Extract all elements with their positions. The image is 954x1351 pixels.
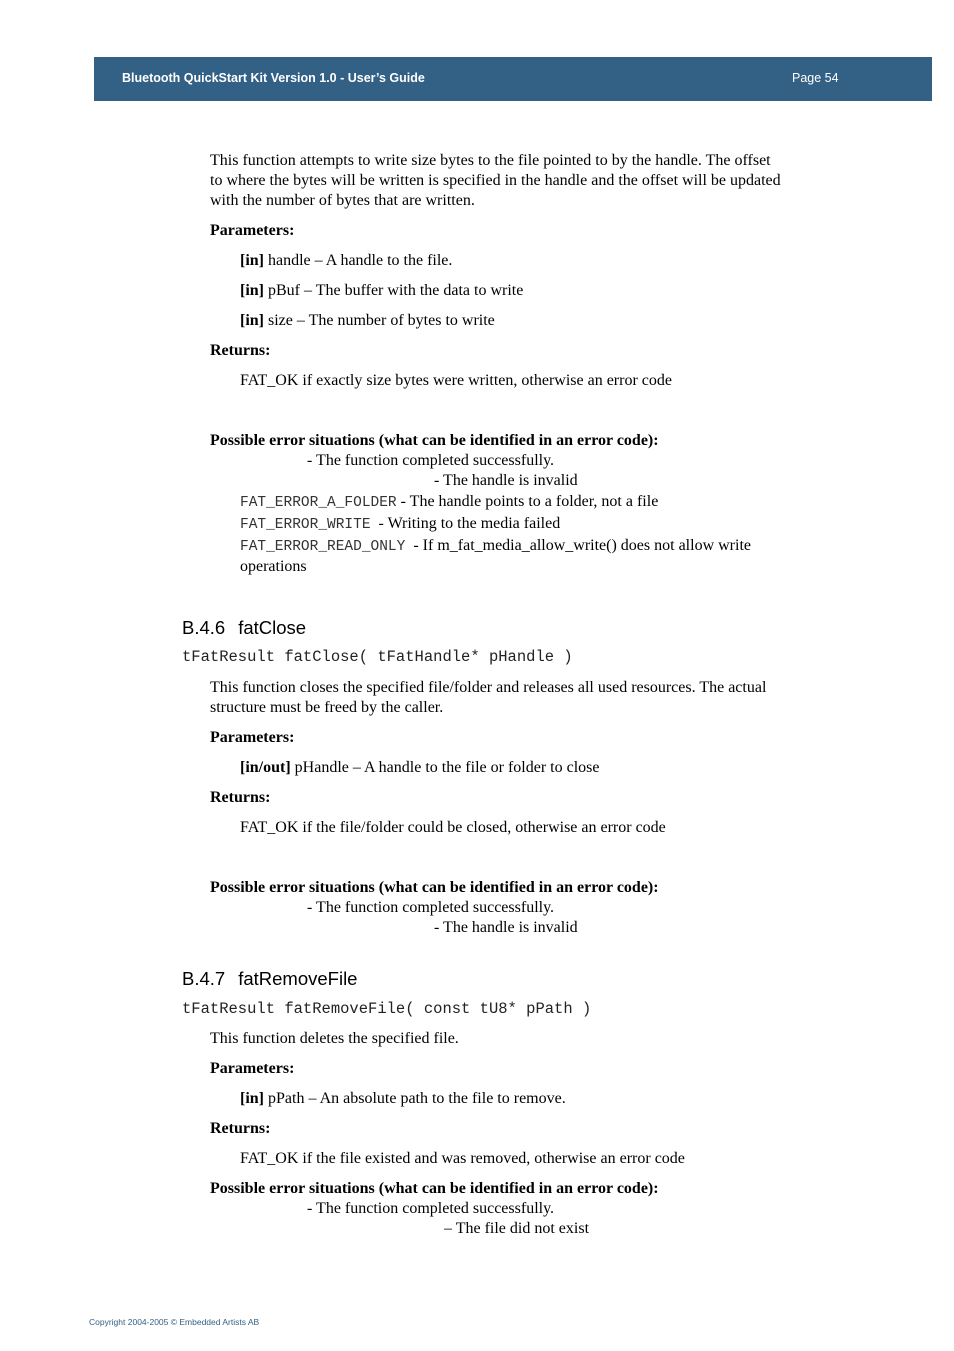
close-desc-line-1: This function closes the specified file/folder and releases all used resources. The actual xyxy=(210,679,767,696)
write-returns-text: FAT_OK if exactly size bytes were written, otherwise an error code xyxy=(240,372,672,389)
write-error-write: FAT_ERROR_WRITE - Writing to the media failed xyxy=(240,515,561,533)
section-heading-fatremovefile: B.4.7 fatRemoveFile xyxy=(182,968,358,989)
fatclose-signature: tFatResult fatClose( tFatHandle* pHandle ) xyxy=(182,648,573,666)
write-errors-label: Possible error situations (what can be identified in an error code): xyxy=(210,432,659,449)
remove-errors-label: Possible error situations (what can be identified in an error code): xyxy=(210,1180,659,1197)
page-number: Page 54 xyxy=(792,71,839,85)
remove-param-ppath: [in] pPath – An absolute path to the file to remove. xyxy=(240,1090,566,1107)
fatremovefile-signature: tFatResult fatRemoveFile( const tU8* pPath ) xyxy=(182,1000,592,1018)
write-error-handle: - The handle is invalid xyxy=(434,472,578,489)
remove-error-ok: - The function completed successfully. xyxy=(307,1200,555,1217)
copyright-footer: Copyright 2004-2005 © Embedded Artists AB xyxy=(89,1317,260,1327)
write-desc-line-2: to where the bytes will be written is specified in the handle and the offset will be updated xyxy=(210,172,781,189)
write-desc-line-1: This function attempts to write size bytes to the file pointed to by the handle. The offset xyxy=(210,152,771,169)
write-param-size: [in] size – The number of bytes to write xyxy=(240,312,495,329)
close-param-phandle: [in/out] pHandle – A handle to the file or folder to close xyxy=(240,759,600,776)
section-heading-fatclose: B.4.6 fatClose xyxy=(182,617,307,638)
document-title: Bluetooth QuickStart Kit Version 1.0 - User’s Guide xyxy=(122,71,425,85)
close-returns-text: FAT_OK if the file/folder could be closed, otherwise an error code xyxy=(240,819,666,836)
write-error-read-only: FAT_ERROR_READ_ONLY - If m_fat_media_allow_write() does not allow write xyxy=(240,537,751,555)
write-param-handle: [in] handle – A handle to the file. xyxy=(240,252,453,269)
remove-error-nofile: – The file did not exist xyxy=(444,1220,590,1237)
close-errors-label: Possible error situations (what can be identified in an error code): xyxy=(210,879,659,896)
close-returns-label: Returns: xyxy=(210,789,271,806)
close-params-label: Parameters: xyxy=(210,729,295,746)
page-header xyxy=(94,57,932,101)
close-error-handle: - The handle is invalid xyxy=(434,919,578,936)
write-error-ok: - The function completed successfully. xyxy=(307,452,555,469)
write-desc-line-3: with the number of bytes that are written. xyxy=(210,192,475,209)
remove-returns-text: FAT_OK if the file existed and was removed, otherwise an error code xyxy=(240,1150,685,1167)
remove-params-label: Parameters: xyxy=(210,1060,295,1077)
write-error-cont: operations xyxy=(240,558,307,575)
write-params-label: Parameters: xyxy=(210,222,295,239)
write-returns-label: Returns: xyxy=(210,342,271,359)
close-error-ok: - The function completed successfully. xyxy=(307,899,555,916)
close-desc-line-2: structure must be freed by the caller. xyxy=(210,699,444,716)
remove-desc: This function deletes the specified file. xyxy=(210,1030,459,1047)
write-error-a-folder: FAT_ERROR_A_FOLDER - The handle points to a folder, not a file xyxy=(240,493,659,511)
remove-returns-label: Returns: xyxy=(210,1120,271,1137)
write-param-pbuf: [in] pBuf – The buffer with the data to write xyxy=(240,282,524,299)
